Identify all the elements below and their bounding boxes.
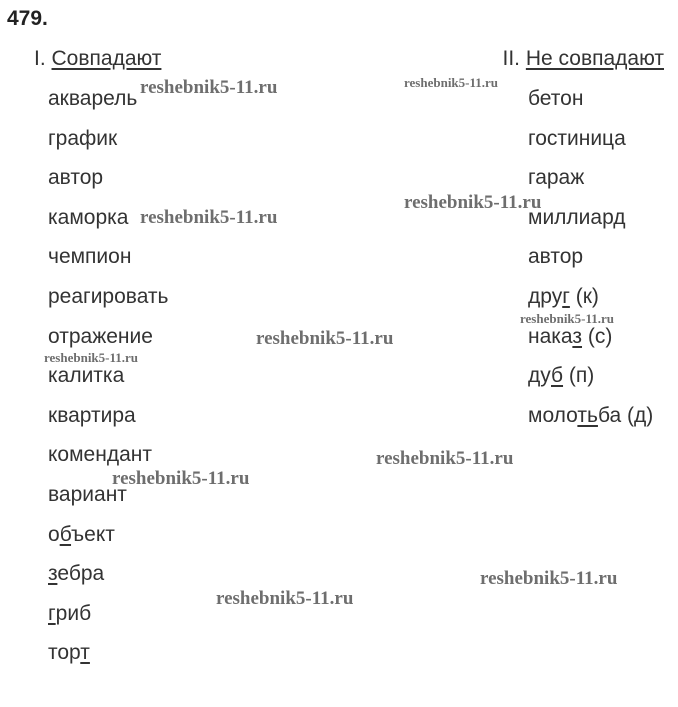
word-text: ебра — [57, 562, 105, 586]
watermark: reshebnik5-11.ru — [520, 311, 615, 326]
word-item — [528, 205, 653, 245]
word-text: автор — [528, 245, 584, 269]
watermark: reshebnik5-11.ru — [404, 192, 542, 213]
word-text: моло — [528, 403, 578, 427]
word-item — [528, 244, 653, 284]
watermark: reshebnik5-11.ru — [480, 568, 618, 589]
word-text: график — [48, 126, 118, 150]
word-item — [48, 403, 168, 443]
word-text: (с) — [582, 324, 613, 348]
word-text: каморка — [48, 205, 129, 229]
word-item — [48, 165, 168, 205]
word-text: гараж — [528, 166, 585, 190]
underlined-letter: г — [48, 601, 56, 625]
word-text: о — [48, 522, 60, 546]
watermark: reshebnik5-11.ru — [44, 350, 139, 365]
word-text: квартира — [48, 403, 136, 427]
word-item — [48, 601, 168, 641]
word-text: автор — [48, 166, 104, 190]
word-text: тор — [48, 641, 81, 665]
underlined-letter: б — [59, 522, 72, 546]
left-column-roman: I. — [34, 47, 46, 70]
watermark: reshebnik5-11.ru — [376, 448, 514, 469]
left-column-heading — [34, 47, 161, 71]
watermark: reshebnik5-11.ru — [216, 588, 354, 609]
word-text: калитка — [48, 364, 125, 388]
underlined-letter: ть — [577, 403, 598, 427]
underlined-letter: з — [572, 324, 583, 348]
word-item — [528, 165, 653, 205]
watermark: reshebnik5-11.ru — [140, 77, 278, 98]
word-item — [48, 363, 168, 403]
underlined-letter: б — [551, 364, 564, 388]
word-item — [528, 126, 653, 166]
right-column-title: Не совпадают — [525, 47, 664, 70]
right-column-roman: II. — [502, 47, 521, 70]
word-text: ду — [528, 364, 551, 388]
word-item — [48, 244, 168, 284]
word-text: реагировать — [48, 284, 169, 308]
left-word-list — [48, 86, 168, 680]
word-text: гостиница — [528, 126, 626, 150]
word-text: (к) — [569, 284, 599, 308]
word-item — [48, 284, 168, 324]
word-text: нака — [528, 324, 573, 348]
right-column-heading — [503, 47, 665, 71]
word-text: акварель — [48, 87, 138, 110]
word-text: ба (д) — [597, 403, 654, 427]
word-text: (п) — [563, 364, 595, 388]
underlined-letter: з — [48, 562, 58, 586]
watermark: reshebnik5-11.ru — [404, 75, 499, 90]
exercise-number: 479. — [7, 7, 48, 30]
word-item — [48, 561, 168, 601]
word-item — [48, 640, 168, 680]
word-text: ъект — [71, 522, 115, 546]
word-text: чемпион — [48, 245, 132, 269]
word-text: риб — [55, 601, 92, 625]
right-word-list — [528, 86, 653, 442]
word-item — [528, 86, 653, 126]
watermark: reshebnik5-11.ru — [256, 328, 394, 349]
word-item — [528, 324, 653, 364]
underlined-letter: т — [80, 641, 90, 665]
word-text: комендант — [48, 443, 152, 467]
word-item — [48, 126, 168, 166]
word-item — [528, 363, 653, 403]
word-text: дру — [528, 284, 563, 308]
word-text: отражение — [48, 324, 153, 348]
word-text: миллиард — [528, 205, 626, 229]
word-item — [528, 403, 653, 443]
underlined-letter: г — [562, 284, 570, 308]
left-column-title: Совпадают — [51, 47, 162, 70]
word-text: бетон — [528, 87, 584, 110]
watermark: reshebnik5-11.ru — [140, 207, 278, 228]
word-item — [48, 522, 168, 562]
watermark: reshebnik5-11.ru — [112, 468, 250, 489]
word-text: вариант — [48, 482, 127, 506]
